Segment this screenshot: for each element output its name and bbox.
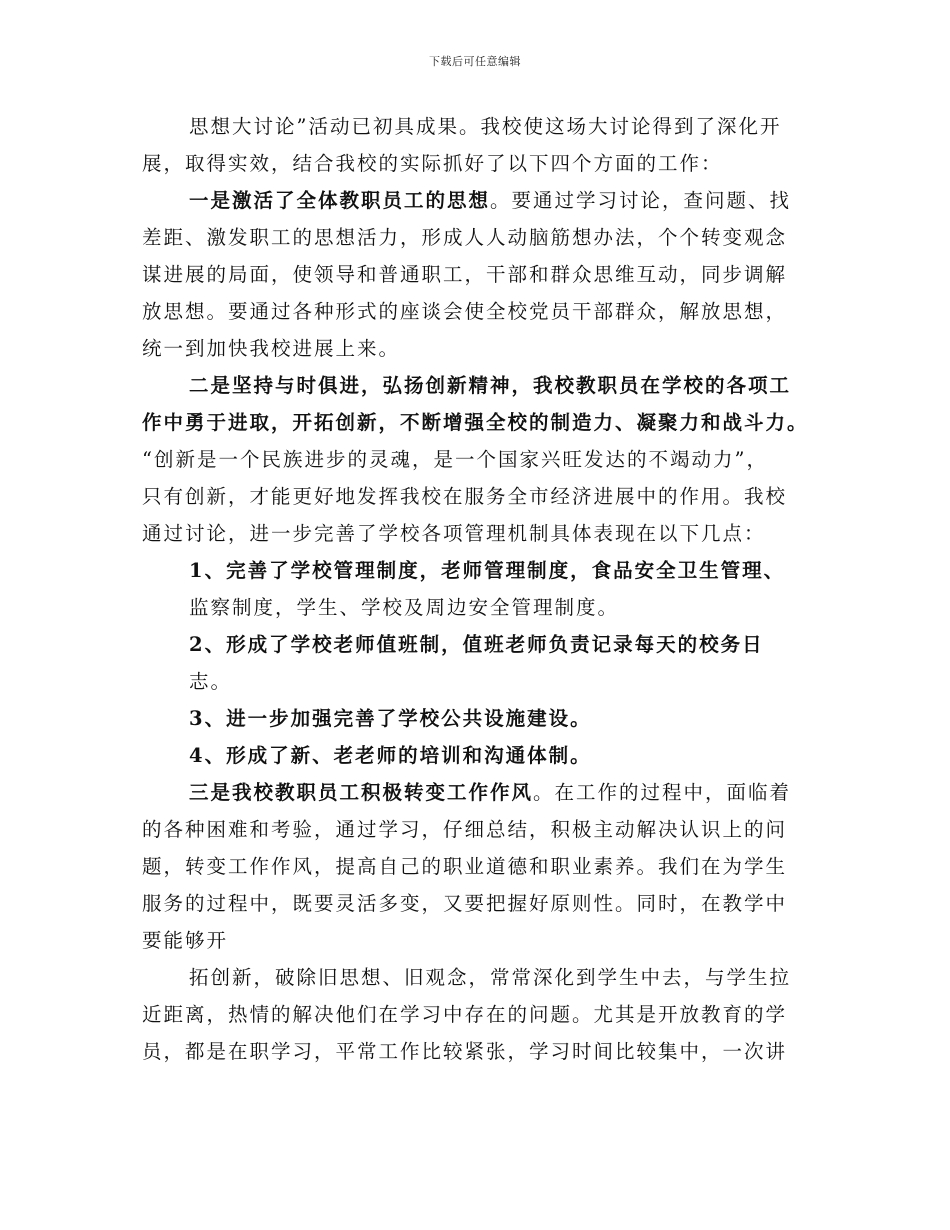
bold-text: 三是我校教职员工积极转变工作作风 [189, 781, 534, 804]
bold-text: 4、形成了新、老老师的培训和沟通体制。 [189, 744, 592, 767]
text-line [142, 441, 822, 478]
text-line [142, 848, 822, 885]
bold-text: 2、形成了学校老师值班制，值班老师负责记录每天的校务日 [189, 633, 764, 656]
text-line [142, 885, 822, 922]
text-line [142, 293, 822, 330]
text-line [142, 219, 822, 256]
body-text: 思想大讨论”活动已初具成果。我校使这场大讨论得到了深化开 [189, 115, 782, 138]
text-line [142, 108, 822, 145]
page-header: 下载后可任意编辑 [429, 55, 521, 68]
text-line [142, 626, 822, 663]
body-text: 志。 [189, 670, 233, 693]
bold-text: 一是激活了全体教职员工的思想 [189, 189, 491, 212]
bold-text: 作中勇于进取，开拓创新，不断增强全校的制造力、凝聚力和战斗力。 [142, 411, 809, 434]
body-text: 差距、激发职工的思想活力，形成人人动脑筋想办法，个个转变观念 [142, 226, 788, 249]
text-line [142, 367, 822, 404]
body-text: 拓创新，破除旧思想、旧观念，常常深化到学生中去，与学生拉 [189, 966, 792, 989]
text-line [142, 1033, 822, 1070]
body-text: 监察制度，学生、学校及周边安全管理制度。 [189, 596, 620, 619]
bold-text: 二是坚持与时俱进，弘扬创新精神，我校教职员在学校的各项工 [189, 374, 792, 397]
text-line [142, 515, 822, 552]
text-line [142, 737, 822, 774]
body-text: 放思想。要通过各种形式的座谈会使全校党员干部群众，解放思想， [142, 300, 788, 323]
text-line [142, 959, 822, 996]
text-line [142, 811, 822, 848]
body-text: 要能够开 [142, 929, 229, 952]
body-text: 统一到加快我校进展上来。 [142, 337, 401, 360]
body-text: 只有创新，才能更好地发挥我校在服务全市经济进展中的作用。我校 [142, 485, 788, 508]
text-line [142, 404, 822, 441]
text-line [142, 330, 822, 367]
body-text: “创新是一个民族进步的灵魂，是一个国家兴旺发达的不竭动力”， [142, 448, 768, 471]
document-body [142, 108, 822, 1070]
body-text: 近距离，热情的解决他们在学习中存在的问题。尤其是开放教育的学 [142, 1003, 788, 1026]
body-text: 谋进展的局面，使领导和普通职工，干部和群众思维互动，同步调解 [142, 263, 788, 286]
text-line [142, 145, 822, 182]
text-line [142, 922, 822, 959]
body-text: 展，取得实效，结合我校的实际抓好了以下四个方面的工作： [142, 152, 723, 175]
text-line [142, 700, 822, 737]
body-text: 题，转变工作作风，提高自己的职业道德和职业素养。我们在为学生 [142, 855, 788, 878]
text-line [142, 256, 822, 293]
text-line [142, 663, 822, 700]
body-text: 。在工作的过程中，面临着 [533, 781, 792, 804]
text-line [142, 996, 822, 1033]
text-line [142, 182, 822, 219]
body-text: 。要通过学习讨论，查问题、找 [490, 189, 792, 212]
body-text: 员，都是在职学习，平常工作比较紧张，学习时间比较集中，一次讲 [142, 1040, 788, 1063]
body-text: 服务的过程中，既要灵活多变，又要把握好原则性。同时，在教学中 [142, 892, 788, 915]
bold-text: 3、进一步加强完善了学校公共设施建设。 [189, 707, 592, 730]
text-line [142, 589, 822, 626]
body-text: 的各种困难和考验，通过学习，仔细总结，积极主动解决认识上的问 [142, 818, 788, 841]
text-line [142, 478, 822, 515]
text-line [142, 774, 822, 811]
body-text: 通过讨论，进一步完善了学校各项管理机制具体表现在以下几点： [142, 522, 766, 545]
bold-text: 1、完善了学校管理制度，老师管理制度，食品安全卫生管理、 [189, 559, 786, 582]
text-line [142, 552, 822, 589]
